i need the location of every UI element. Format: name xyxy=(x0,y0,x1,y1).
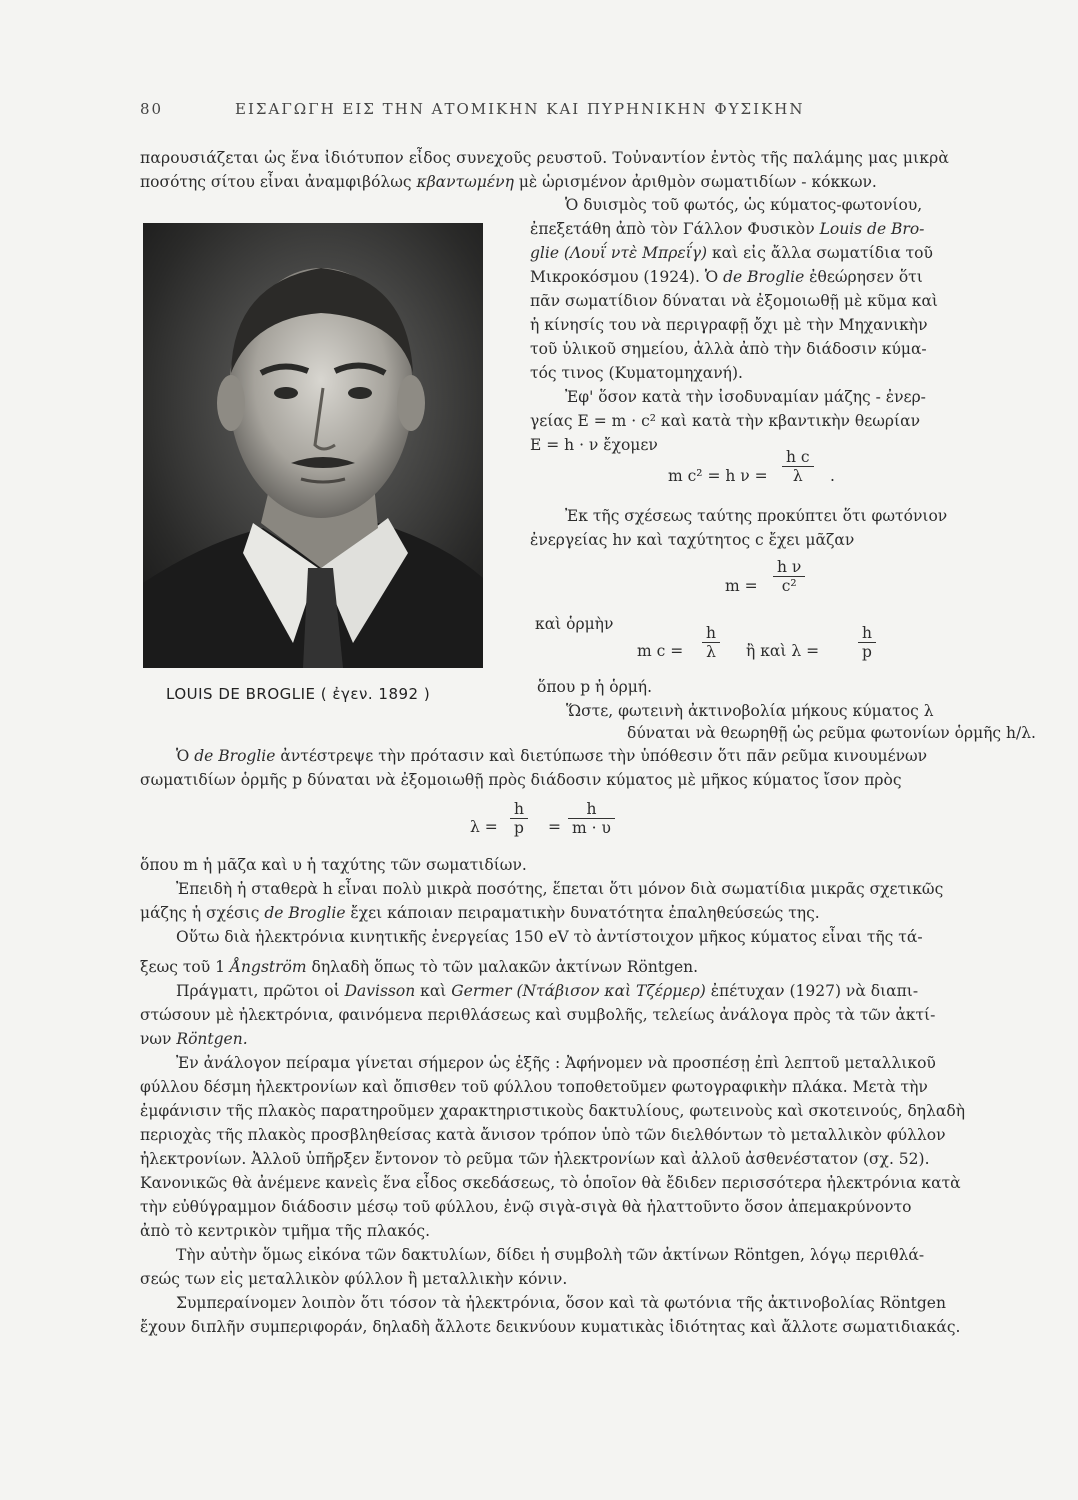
equation-left: m c² = h ν = xyxy=(668,467,768,485)
page-number: 80 xyxy=(140,100,164,118)
text-line: τός τινος (Κυματομηχανή). xyxy=(530,364,743,382)
portrait-photo xyxy=(143,223,500,668)
text-line: τὴν εὐθύγραμμον διάδοσιν μέσῳ τοῦ φύλλου, ἐνῷ σιγὰ-σιγὰ θὰ ἠλαττοῦντο ὅσον ἀπεμακρύνοντο xyxy=(140,1198,912,1216)
equation-fraction: $\frac{h}{\lambda}$ xyxy=(702,624,720,661)
text-line: περιοχὰς τῆς πλακὸς προσβληθείσας κατὰ ἄνισον τρόπον ὑπὸ τῶν διελθόντων τὸ μεταλλικὸν φύλλον xyxy=(140,1126,946,1144)
equation-mid: = xyxy=(548,818,561,836)
text-line: πᾶν σωματίδιον δύναται νὰ ἐξομοιωθῇ μὲ κῦμα καὶ xyxy=(530,292,938,310)
text-line: Ὁ δυισμὸς τοῦ φωτός, ὡς κύματος-φωτονίου, xyxy=(565,196,923,214)
text-line: παρουσιάζεται ὡς ἕνα ἰδιότυπον εἶδος συνεχοῦς ρευστοῦ. Τοὐναντίον ἐντὸς τῆς παλάμης μας μικρὰ xyxy=(140,149,949,167)
text-line: ὅπου p ἡ ὁρμή. xyxy=(537,678,652,696)
text-line: νων Röntgen. xyxy=(140,1030,248,1048)
text-line: Οὕτω διὰ ἠλεκτρόνια κινητικῆς ἐνεργείας 150 eV τὸ ἀντίστοιχον μῆκος κύματος εἶναι τῆς τά- xyxy=(176,928,923,946)
text-line: ἀπὸ τὸ κεντρικὸν τμῆμα τῆς πλακός. xyxy=(140,1222,430,1240)
text-line: Ἐκ τῆς σχέσεως ταύτης προκύπτει ὅτι φωτόνιον xyxy=(565,507,948,525)
text-line: δύναται νὰ θεωρηθῇ ὡς ρεῦμα φωτονίων ὁρμῆς h/λ. xyxy=(627,724,1036,742)
text-line: ἐπεξετάθη ἀπὸ τὸν Γάλλον Φυσικὸν Louis de Bro- xyxy=(530,220,925,238)
equation-left: m = xyxy=(725,577,758,595)
text-line: Ἐπειδὴ ἡ σταθερὰ h εἶναι πολὺ μικρὰ ποσότης, ἕπεται ὅτι μόνον διὰ σωματίδια μικρᾶς σχετικῶς xyxy=(176,880,944,898)
text-line: Πράγματι, πρῶτοι οἱ Davisson καὶ Germer (Ντάβισον καὶ Τζέρμερ) ἐπέτυχαν (1927) νὰ διαπι- xyxy=(176,982,919,1000)
equation-left: m c = xyxy=(637,642,684,660)
text-line: Τὴν αὐτὴν ὅμως εἰκόνα τῶν δακτυλίων, δίδει ἡ συμβολὴ τῶν ἀκτίνων Röntgen, λόγῳ περιθλά- xyxy=(176,1246,925,1264)
text-line: glie (Λουΐ ντὲ Μπρεΐγ) καὶ εἰς ἄλλα σωματίδια τοῦ xyxy=(530,244,933,262)
text-line: Συμπεραίνομεν λοιπὸν ὅτι τόσον τὰ ἠλεκτρόνια, ὅσον καὶ τὰ φωτόνια τῆς ἀκτινοβολίας Röntgen xyxy=(176,1294,946,1312)
equation-end: . xyxy=(830,467,835,485)
text-line: Ἐφ' ὅσον κατὰ τὴν ἰσοδυναμίαν μάζης - ἐνερ- xyxy=(565,388,926,406)
equation-mid: ἢ καὶ λ = xyxy=(746,642,820,660)
text-line: ἠλεκτρονίων. Ἀλλοῦ ὑπῆρξεν ἔντονον τὸ ρεῦμα τῶν ἠλεκτρονίων καὶ ἀλλοῦ ἀσθενέστατον (σχ. 52). xyxy=(140,1150,930,1168)
photo-caption: LOUIS DE BROGLIE ( ἐγεν. 1892 ) xyxy=(166,685,431,703)
text-line: Ἐν ἀνάλογον πείραμα γίνεται σήμερον ὡς ἑξῆς : Ἀφήνομεν νὰ προσπέσῃ ἐπὶ λεπτοῦ μεταλλικοῦ xyxy=(176,1054,936,1072)
text-line: Ὥστε, φωτεινὴ ἀκτινοβολία μήκους κύματος λ xyxy=(566,702,934,720)
text-line: σεώς των εἰς μεταλλικὸν φύλλον ἢ μεταλλικὴν κόνιν. xyxy=(140,1270,568,1288)
equation-fraction: $\frac{h}{p}$ xyxy=(858,624,876,661)
text-line: Μικροκόσμου (1924). Ὁ de Broglie ἐθεώρησεν ὅτι xyxy=(530,268,923,286)
text-line: φύλλου δέσμη ἠλεκτρονίων καὶ ὄπισθεν τοῦ φύλλου τοποθετοῦμεν φωτογραφικὴν πλάκα. Μετὰ τὴν xyxy=(140,1078,928,1096)
text-line: Ὁ de Broglie ἀντέστρεψε τὴν πρότασιν καὶ διετύπωσε τὴν ὑπόθεσιν ὅτι πᾶν ρεῦμα κινουμένων xyxy=(176,747,928,765)
text-line: σωματιδίων ὁρμῆς p δύναται νὰ ἐξομοιωθῇ πρὸς διάδοσιν κύματος μὲ μῆκος κύματος ἴσον πρὸς xyxy=(140,771,902,789)
text-line: ἐμφάνισιν τῆς πλακὸς παρατηροῦμεν χαρακτηριστικοὺς δακτυλίους, φωτεινοὺς καὶ σκοτεινούς, δηλαδὴ xyxy=(140,1102,965,1120)
equation-fraction: $\frac{h}{m \cdot \upsilon}$ xyxy=(568,800,615,837)
running-title: ΕΙΣΑΓΩΓΗ ΕΙΣ ΤΗΝ ΑΤΟΜΙΚΗΝ ΚΑΙ ΠΥΡΗΝΙΚΗΝ ΦΥΣΙΚΗΝ xyxy=(235,100,805,118)
text-line: τοῦ ὑλικοῦ σημείου, ἀλλὰ ἀπὸ τὴν διάδοσιν κύμα- xyxy=(530,340,927,358)
text-line: ξεως τοῦ 1 Ångström δηλαδὴ ὅπως τὸ τῶν μαλακῶν ἀκτίνων Röntgen. xyxy=(140,958,699,976)
text-line: στώσουν μὲ ἠλεκτρόνια, φαινόμενα περιθλάσεως καὶ συμβολῆς, τελείως ἀνάλογα πρὸς τὰ τῶν ἀκτί- xyxy=(140,1006,936,1024)
portrait-image xyxy=(143,223,500,668)
equation-fraction: $\frac{h}{p}$ xyxy=(510,800,528,837)
equation-fraction: $\frac{\text{h ν}}{\text{c²}}$ xyxy=(773,558,805,595)
text-line: ποσότης σίτου εἶναι ἀναμφιβόλως κβαντωμένη μὲ ὡρισμένον ἀριθμὸν σωματιδίων - κόκκων. xyxy=(140,173,877,191)
text-line: ἡ κίνησίς του νὰ περιγραφῇ ὄχι μὲ τὴν Μηχανικὴν xyxy=(530,316,928,334)
text-line: ἔχουν διπλῆν συμπεριφοράν, δηλαδὴ ἄλλοτε δεικνύουν κυματικὰς ἰδιότητας καὶ ἄλλοτε σωματιδιακάς. xyxy=(140,1318,961,1336)
text-line: ἐνεργείας hν καὶ ταχύτητος c ἔχει μᾶζαν xyxy=(530,531,855,549)
text-line: μάζης ἡ σχέσις de Broglie ἔχει κάποιαν πειραματικὴν δυνατότητα ἐπαληθεύσεώς της. xyxy=(140,904,820,922)
equation-left: λ = xyxy=(470,818,498,836)
text-line: Κανονικῶς θὰ ἀνέμενε κανεὶς ἕνα εἶδος σκεδάσεως, τὸ ὁποῖον θὰ ἔδιδεν περισσότερα ἠλεκτρόνια κατὰ xyxy=(140,1174,961,1192)
text-line: καὶ ὁρμὴν xyxy=(535,615,614,633)
equation-fraction: $\frac{\text{h c}}{\lambda}$ xyxy=(782,448,814,485)
text-line: E = h · ν ἔχομεν xyxy=(530,436,658,454)
text-line: γείας E = m · c² καὶ κατὰ τὴν κβαντικὴν θεωρίαν xyxy=(530,412,920,430)
page-header xyxy=(140,92,1000,122)
text-line: ὅπου m ἡ μᾶζα καὶ υ ἡ ταχύτης τῶν σωματιδίων. xyxy=(140,856,527,874)
